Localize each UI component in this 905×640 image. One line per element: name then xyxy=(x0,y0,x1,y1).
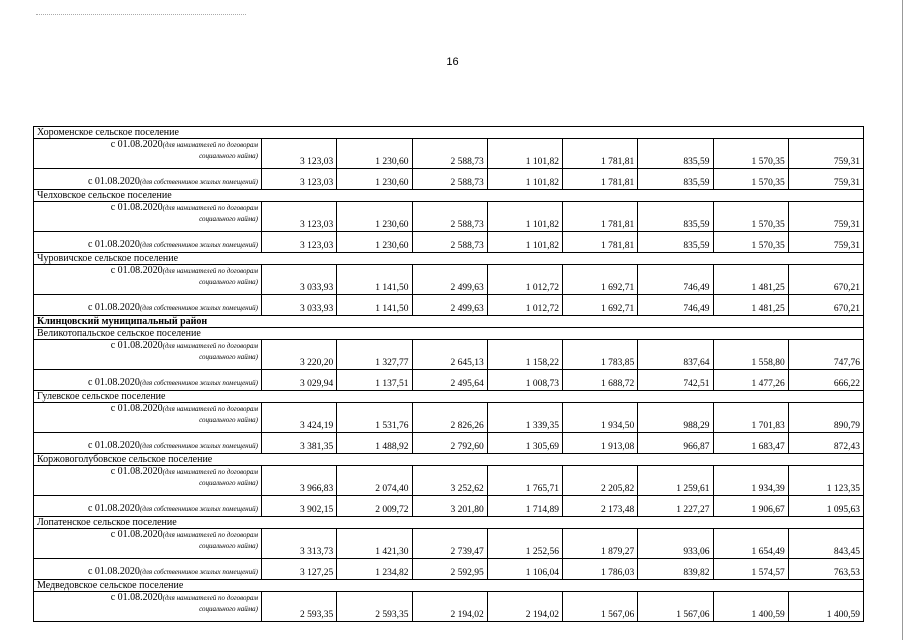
tariff-value-cell: 1 934,50 xyxy=(563,403,638,433)
tariff-value-cell: 759,31 xyxy=(788,232,863,253)
tariff-value-cell: 1 567,06 xyxy=(563,592,638,622)
effective-date: с 01.08.2020 xyxy=(87,503,140,514)
tariff-value-cell: 2 588,73 xyxy=(412,139,487,169)
row-label xyxy=(34,139,262,169)
tariff-value-cell: 2 588,73 xyxy=(412,232,487,253)
tariff-value-cell: 3 220,20 xyxy=(262,340,337,370)
tariff-value-cell: 1 488,92 xyxy=(337,433,412,454)
tariff-value-cell: 1 137,51 xyxy=(337,370,412,391)
tariff-value-cell: 1 531,76 xyxy=(337,403,412,433)
tariff-value-cell: 2 194,02 xyxy=(487,592,562,622)
tariff-value-cell: 1 339,35 xyxy=(487,403,562,433)
tariff-value-cell: 835,59 xyxy=(638,139,713,169)
tariff-value-cell: 1 570,35 xyxy=(713,139,788,169)
tariff-value-cell: 1 158,22 xyxy=(487,340,562,370)
table-row xyxy=(34,295,864,316)
category-note: (для нанимателей по договорам xyxy=(162,468,258,476)
settlement-name: Лопатенское сельское поселение xyxy=(34,517,864,529)
tariff-value-cell: 2 593,35 xyxy=(337,592,412,622)
tariff-value-cell: 1 934,39 xyxy=(713,466,788,496)
effective-date: с 01.08.2020 xyxy=(87,239,140,250)
row-label xyxy=(34,529,262,559)
tariff-value-cell: 1 012,72 xyxy=(487,265,562,295)
tariff-value-cell: 763,53 xyxy=(788,559,863,580)
tariff-value-cell: 1 101,82 xyxy=(487,169,562,190)
category-note: (для собственников жилых помещений) xyxy=(139,442,258,450)
tariff-value-cell: 2 499,63 xyxy=(412,295,487,316)
settlement-header-row xyxy=(34,517,864,529)
table-row xyxy=(34,496,864,517)
effective-date: с 01.08.2020 xyxy=(110,202,163,213)
tariff-value-cell: 759,31 xyxy=(788,169,863,190)
effective-date: с 01.08.2020 xyxy=(87,176,140,187)
tariff-value-cell: 1 786,03 xyxy=(563,559,638,580)
row-label xyxy=(34,202,262,232)
category-note: (для собственников жилых помещений) xyxy=(139,241,258,249)
tariff-value-cell: 746,49 xyxy=(638,265,713,295)
tariff-value-cell: 1 101,82 xyxy=(487,202,562,232)
row-label xyxy=(34,592,262,622)
category-note: (для собственников жилых помещений) xyxy=(139,568,258,576)
tariff-value-cell: 2 826,26 xyxy=(412,403,487,433)
tariff-value-cell: 2 074,40 xyxy=(337,466,412,496)
tariff-value-cell: 1 783,85 xyxy=(563,340,638,370)
tariff-value-cell: 843,45 xyxy=(788,529,863,559)
settlement-header-row xyxy=(34,127,864,139)
tariff-value-cell: 1 141,50 xyxy=(337,265,412,295)
settlement-name: Чуровичское сельское поселение xyxy=(34,253,864,265)
tariff-value-cell: 1 781,81 xyxy=(563,202,638,232)
effective-date: с 01.08.2020 xyxy=(110,592,163,603)
settlement-header-row xyxy=(34,253,864,265)
tariff-value-cell: 1 252,56 xyxy=(487,529,562,559)
tariff-value-cell: 1 008,73 xyxy=(487,370,562,391)
table-row xyxy=(34,265,864,295)
tariff-value-cell: 1 781,81 xyxy=(563,232,638,253)
page-number: 16 xyxy=(446,56,459,68)
tariff-value-cell: 3 123,03 xyxy=(262,232,337,253)
district-name: Клинцовский муниципальный район xyxy=(34,316,864,328)
row-label xyxy=(34,433,262,454)
tariff-value-cell: 3 424,19 xyxy=(262,403,337,433)
tariff-value-cell: 1 327,77 xyxy=(337,340,412,370)
tariff-value-cell: 1 913,08 xyxy=(563,433,638,454)
settlement-header-row xyxy=(34,190,864,202)
tariff-value-cell: 666,22 xyxy=(788,370,863,391)
tariff-value-cell: 3 201,80 xyxy=(412,496,487,517)
table-row xyxy=(34,202,864,232)
tariff-value-cell: 759,31 xyxy=(788,139,863,169)
tariff-value-cell: 742,51 xyxy=(638,370,713,391)
tariff-value-cell: 3 029,94 xyxy=(262,370,337,391)
tariff-value-cell: 1 570,35 xyxy=(713,169,788,190)
settlement-header-row xyxy=(34,580,864,592)
tariff-value-cell: 837,64 xyxy=(638,340,713,370)
tariff-table-body xyxy=(34,127,864,622)
category-note: (для собственников жилых помещений) xyxy=(139,505,258,513)
category-note: (для собственников жилых помещений) xyxy=(139,304,258,312)
table-row xyxy=(34,403,864,433)
settlement-name: Челховское сельское поселение xyxy=(34,190,864,202)
settlement-header-row xyxy=(34,328,864,340)
tariff-value-cell: 2 739,47 xyxy=(412,529,487,559)
tariff-value-cell: 1 714,89 xyxy=(487,496,562,517)
category-note: (для собственников жилых помещений) xyxy=(139,178,258,186)
tariff-value-cell: 890,79 xyxy=(788,403,863,433)
tariff-value-cell: 1 230,60 xyxy=(337,202,412,232)
tariff-value-cell: 2 173,48 xyxy=(563,496,638,517)
tariff-value-cell: 1 570,35 xyxy=(713,232,788,253)
tariff-value-cell: 1 481,25 xyxy=(713,265,788,295)
effective-date: с 01.08.2020 xyxy=(87,377,140,388)
tariff-value-cell: 3 252,62 xyxy=(412,466,487,496)
effective-date: с 01.08.2020 xyxy=(87,566,140,577)
tariff-value-cell: 1 227,27 xyxy=(638,496,713,517)
table-row xyxy=(34,340,864,370)
tariff-value-cell: 1 567,06 xyxy=(638,592,713,622)
category-note: (для нанимателей по договорам xyxy=(162,594,258,602)
settlement-name: Гулевское сельское поселение xyxy=(34,391,864,403)
tariff-value-cell: 1 692,71 xyxy=(563,295,638,316)
row-label xyxy=(34,466,262,496)
tariff-value-cell: 1 106,04 xyxy=(487,559,562,580)
table-row xyxy=(34,139,864,169)
table-row xyxy=(34,559,864,580)
tariff-value-cell: 1 230,60 xyxy=(337,169,412,190)
settlement-header-row xyxy=(34,454,864,466)
effective-date: с 01.08.2020 xyxy=(110,265,163,276)
table-row xyxy=(34,592,864,622)
tariff-value-cell: 670,21 xyxy=(788,265,863,295)
tariff-value-cell: 1 230,60 xyxy=(337,139,412,169)
tariff-value-cell: 1 305,69 xyxy=(487,433,562,454)
tariff-value-cell: 3 966,83 xyxy=(262,466,337,496)
tariff-value-cell: 3 123,03 xyxy=(262,169,337,190)
category-note: (для собственников жилых помещений) xyxy=(139,379,258,387)
row-label xyxy=(34,370,262,391)
table-row xyxy=(34,169,864,190)
tariff-value-cell: 835,59 xyxy=(638,202,713,232)
tariff-value-cell: 2 588,73 xyxy=(412,202,487,232)
tariff-value-cell: 1 101,82 xyxy=(487,139,562,169)
settlement-name: Великотопальское сельское поселение xyxy=(34,328,864,340)
category-note-continued: социального найма) xyxy=(199,152,258,160)
category-note-continued: социального найма) xyxy=(199,605,258,613)
tariff-value-cell: 1 481,25 xyxy=(713,295,788,316)
tariff-value-cell: 1 477,26 xyxy=(713,370,788,391)
category-note-continued: социального найма) xyxy=(199,416,258,424)
scan-artifact xyxy=(36,14,246,16)
category-note: (для нанимателей по договорам xyxy=(162,342,258,350)
tariff-value-cell: 2 592,95 xyxy=(412,559,487,580)
tariff-value-cell: 747,76 xyxy=(788,340,863,370)
settlement-name: Коржовоголубовское сельское поселение xyxy=(34,454,864,466)
effective-date: с 01.08.2020 xyxy=(110,403,163,414)
row-label xyxy=(34,340,262,370)
tariff-value-cell: 746,49 xyxy=(638,295,713,316)
tariff-value-cell: 1 781,81 xyxy=(563,169,638,190)
category-note-continued: социального найма) xyxy=(199,479,258,487)
district-header-row xyxy=(34,316,864,328)
tariff-value-cell: 1 400,59 xyxy=(788,592,863,622)
tariff-value-cell: 1 688,72 xyxy=(563,370,638,391)
tariff-value-cell: 1 701,83 xyxy=(713,403,788,433)
effective-date: с 01.08.2020 xyxy=(87,440,140,451)
tariff-value-cell: 3 123,03 xyxy=(262,139,337,169)
tariff-table xyxy=(33,126,864,622)
row-label xyxy=(34,265,262,295)
tariff-value-cell: 2 205,82 xyxy=(563,466,638,496)
category-note: (для нанимателей по договорам xyxy=(162,204,258,212)
tariff-value-cell: 1 574,57 xyxy=(713,559,788,580)
row-label xyxy=(34,295,262,316)
tariff-value-cell: 1 558,80 xyxy=(713,340,788,370)
tariff-value-cell: 1 400,59 xyxy=(713,592,788,622)
tariff-value-cell: 1 421,30 xyxy=(337,529,412,559)
tariff-value-cell: 1 141,50 xyxy=(337,295,412,316)
table-row xyxy=(34,466,864,496)
category-note-continued: социального найма) xyxy=(199,353,258,361)
settlement-name: Медведовское сельское поселение xyxy=(34,580,864,592)
table-row xyxy=(34,232,864,253)
tariff-value-cell: 3 033,93 xyxy=(262,295,337,316)
tariff-value-cell: 872,43 xyxy=(788,433,863,454)
effective-date: с 01.08.2020 xyxy=(110,529,163,540)
tariff-value-cell: 1 765,71 xyxy=(487,466,562,496)
row-label xyxy=(34,403,262,433)
tariff-value-cell: 2 588,73 xyxy=(412,169,487,190)
tariff-value-cell: 1 234,82 xyxy=(337,559,412,580)
tariff-value-cell: 1 259,61 xyxy=(638,466,713,496)
category-note: (для нанимателей по договорам xyxy=(162,531,258,539)
tariff-value-cell: 1 570,35 xyxy=(713,202,788,232)
tariff-value-cell: 933,06 xyxy=(638,529,713,559)
tariff-value-cell: 2 593,35 xyxy=(262,592,337,622)
tariff-value-cell: 2 499,63 xyxy=(412,265,487,295)
settlement-header-row xyxy=(34,391,864,403)
tariff-value-cell: 1 906,67 xyxy=(713,496,788,517)
tariff-value-cell: 835,59 xyxy=(638,232,713,253)
table-row xyxy=(34,433,864,454)
tariff-value-cell: 3 127,25 xyxy=(262,559,337,580)
tariff-value-cell: 1 230,60 xyxy=(337,232,412,253)
tariff-value-cell: 759,31 xyxy=(788,202,863,232)
tariff-value-cell: 670,21 xyxy=(788,295,863,316)
tariff-value-cell: 839,82 xyxy=(638,559,713,580)
tariff-value-cell: 2 645,13 xyxy=(412,340,487,370)
category-note-continued: социального найма) xyxy=(199,215,258,223)
row-label xyxy=(34,559,262,580)
tariff-value-cell: 3 381,35 xyxy=(262,433,337,454)
category-note: (для нанимателей по договорам xyxy=(162,141,258,149)
category-note: (для нанимателей по договорам xyxy=(162,405,258,413)
effective-date: с 01.08.2020 xyxy=(110,466,163,477)
scan-edge xyxy=(902,0,903,640)
tariff-value-cell: 1 654,49 xyxy=(713,529,788,559)
tariff-value-cell: 1 683,47 xyxy=(713,433,788,454)
effective-date: с 01.08.2020 xyxy=(110,139,163,150)
category-note-continued: социального найма) xyxy=(199,278,258,286)
tariff-value-cell: 3 033,93 xyxy=(262,265,337,295)
tariff-value-cell: 1 692,71 xyxy=(563,265,638,295)
tariff-value-cell: 1 101,82 xyxy=(487,232,562,253)
tariff-value-cell: 2 009,72 xyxy=(337,496,412,517)
tariff-value-cell: 3 902,15 xyxy=(262,496,337,517)
tariff-value-cell: 3 123,03 xyxy=(262,202,337,232)
row-label xyxy=(34,496,262,517)
tariff-value-cell: 1 781,81 xyxy=(563,139,638,169)
tariff-value-cell: 1 123,35 xyxy=(788,466,863,496)
category-note: (для нанимателей по договорам xyxy=(162,267,258,275)
category-note-continued: социального найма) xyxy=(199,542,258,550)
effective-date: с 01.08.2020 xyxy=(110,340,163,351)
tariff-value-cell: 1 095,63 xyxy=(788,496,863,517)
settlement-name: Хороменское сельское поселение xyxy=(34,127,864,139)
row-label xyxy=(34,232,262,253)
table-row xyxy=(34,529,864,559)
tariff-value-cell: 966,87 xyxy=(638,433,713,454)
tariff-value-cell: 3 313,73 xyxy=(262,529,337,559)
tariff-value-cell: 2 495,64 xyxy=(412,370,487,391)
row-label xyxy=(34,169,262,190)
tariff-value-cell: 2 194,02 xyxy=(412,592,487,622)
tariff-value-cell: 2 792,60 xyxy=(412,433,487,454)
effective-date: с 01.08.2020 xyxy=(87,302,140,313)
tariff-value-cell: 835,59 xyxy=(638,169,713,190)
table-row xyxy=(34,370,864,391)
tariff-value-cell: 1 012,72 xyxy=(487,295,562,316)
tariff-value-cell: 1 879,27 xyxy=(563,529,638,559)
tariff-value-cell: 988,29 xyxy=(638,403,713,433)
